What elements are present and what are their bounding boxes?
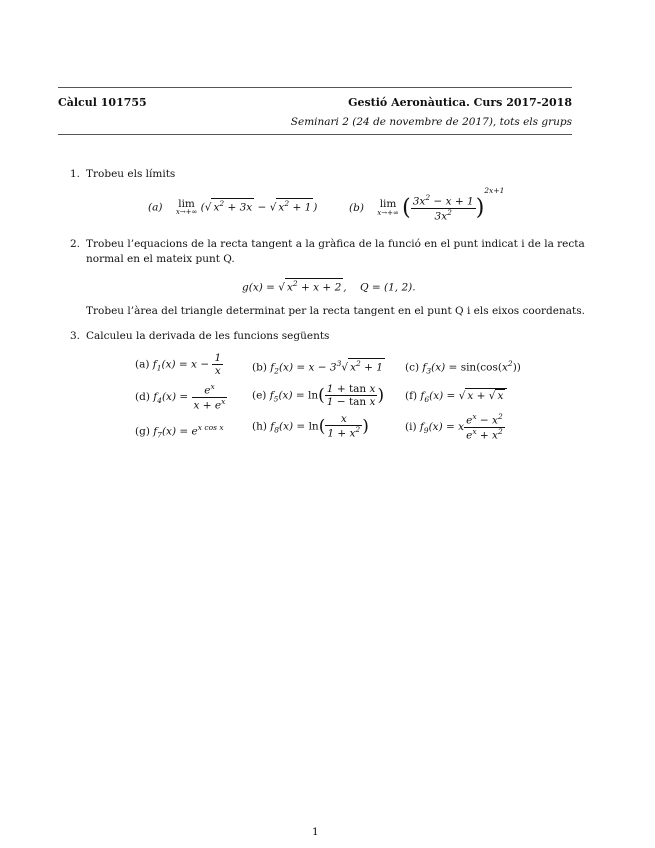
derivative-c: (c) $f_3(x) = \sin(\cos(x^2))$ (405, 359, 521, 376)
header-bottom-rule (58, 134, 572, 135)
problem-2-line2: normal en el mateix punt Q. (86, 253, 235, 265)
derivative-a: (a) $f_1(x) = x$ − $\frac{1}{x}$ (135, 352, 222, 378)
tangent-formula: g(x) = √ $x^2 + x + 2$ , Q = (1, 2). (242, 279, 416, 294)
problem-3-number: 3. (70, 330, 81, 342)
derivative-f: (f) $f_6(x)$ = √ x + √ x (405, 388, 507, 404)
course-title: Càlcul 101755 (58, 96, 147, 109)
limit-b: (b) lim x→+∞ ( $\frac{3x^2 - x + 1}{3x^2}$ )$^{2x+1}$ (349, 186, 505, 222)
problem-3-intro: Calculeu la derivada de les funcions següents (86, 330, 330, 342)
limit-b-label: (b) (349, 202, 364, 214)
problem-2-line1: Trobeu l’equacions de la recta tangent a la gràfica de la funció en el punt indicat i de la recta (86, 238, 585, 250)
problem-1-intro: Trobeu els límits (86, 168, 176, 180)
limit-a-label: (a) (148, 201, 163, 214)
derivative-h: (h) $f_8(x) = \ln$( $\frac{x}{1 + x^2}$ ) (252, 413, 369, 440)
derivative-d: (d) $f_4(x)$ = $\frac{e^x}{x + e^x}$ (135, 382, 226, 412)
program-title: Gestió Aeronàutica. Curs 2017-2018 (348, 96, 572, 109)
problem-1-number: 1. (70, 168, 81, 180)
seminar-subtitle: Seminari 2 (24 de novembre de 2017), tots els grups (290, 116, 572, 128)
derivative-e: (e) $f_5(x) = \ln$( $\frac{\text{1 + tan x}}{\text{1 − tan x}}$ ) (252, 383, 385, 409)
page-number: 1 (312, 826, 319, 838)
limit-a: (a) lim x→+∞ (√ $x^2 + 3x$ − √ $x^2 + 1$ ) (148, 197, 318, 217)
derivative-b: (b) $f_2(x) = x - 3^3√$ $x^2 + 1$ (252, 359, 383, 376)
top-rule (58, 87, 572, 88)
problem-2-followup: Trobeu l’àrea del triangle determinat per la recta tangent en el punt Q i els eixos coordenats. (86, 305, 585, 317)
problem-2-number: 2. (70, 238, 81, 250)
derivative-i: (i) $f_9(x) = x$ $\frac{e^x - x^2}{e^x + x^2}$ (405, 412, 503, 442)
derivative-g: (g) $f_7(x) = e^{x cos x}$ (135, 423, 224, 440)
